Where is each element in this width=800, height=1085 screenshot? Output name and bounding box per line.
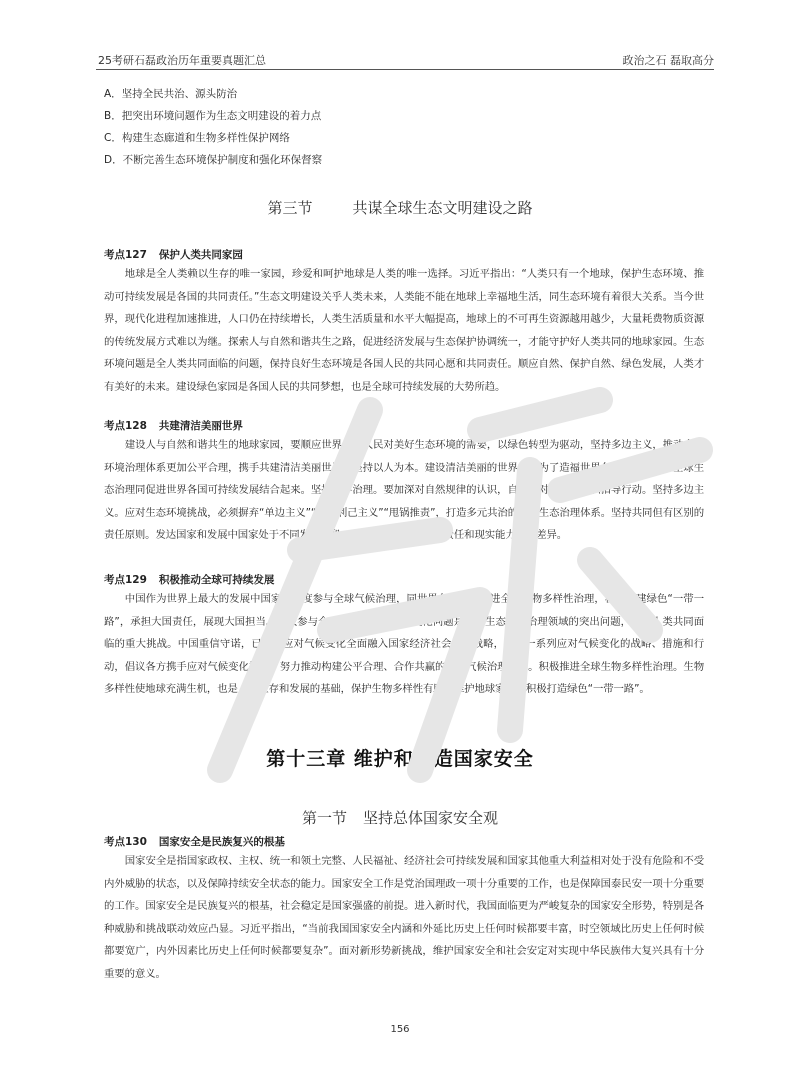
kaodian-127-number: 考点127 (104, 249, 147, 261)
option-c: C．构建生态廊道和生物多样性保护网络 (104, 132, 290, 144)
section-1-heading: 坚持总体国家安全观 (363, 809, 499, 827)
kaodian-130-heading (104, 834, 285, 849)
page-header (96, 47, 714, 70)
option-b: B．把突出环境问题作为生态文明建设的着力点 (104, 110, 322, 122)
answer-options (104, 83, 322, 171)
kaodian-128-title: 共建清洁美丽世界 (158, 420, 243, 432)
kaodian-130-title: 国家安全是民族复兴的根基 (158, 836, 285, 848)
option-a: A．坚持全民共治、源头防治 (104, 88, 238, 100)
section-3-label: 第三节 (267, 199, 313, 217)
option-d: D．不断完善生态环境保护制度和强化环保督察 (104, 154, 323, 166)
kaodian-128-heading (104, 418, 243, 433)
kaodian-129-title: 积极推动全球可持续发展 (158, 574, 275, 586)
chapter-13-title: 第十三章 维护和塑造国家安全 (266, 748, 534, 770)
kaodian-129-number: 考点129 (104, 574, 147, 586)
kaodian-129-heading (104, 572, 274, 587)
kaodian-129-paragraph: 中国作为世界上最大的发展中国家，深度参与全球气候治理，同世界各国共同推进全球生物多样性治理，积极共建绿色“一带一路”，承担大国责任，展现大国担当。积极参与全球气候治理。气候变化问题是全球生态环境治理领域的突出问题，是全人类共同面临的重大挑战。中国重信守诺，已经将应对气候变化全面融入国家经济社会发展战略，实施一系列应对气候变化的战略、措施和行动，倡议各方携手应对气候变化挑战，努力推动构建公平合理、合作共赢的全球气候治理体系。积极推进全球生物多样性治理。生物多样性使地球充满生机，也是人类生存和发展的基础，保护生物多样性有助于维护地球家园。积极打造绿色“一带一路”。 (104, 593, 704, 695)
kaodian-127-heading (104, 247, 243, 262)
section-3-title (0, 197, 800, 218)
kaodian-128-number: 考点128 (104, 420, 147, 432)
page-number: 156 (390, 1024, 410, 1035)
section-1-title (0, 807, 800, 828)
header-slogan: 政治之石 磊取高分 (622, 54, 714, 67)
section-3-heading: 共谋全球生态文明建设之路 (352, 199, 533, 217)
kaodian-127-paragraph: 地球是全人类赖以生存的唯一家园，珍爱和呵护地球是人类的唯一选择。习近平指出：“人类只有一个地球，保护生态环境、推动可持续发展是各国的共同责任。”生态文明建设关乎人类未来，人类能不能在地球上幸福地生活，同生态环境有着很大关系。当今世界，现代化进程加速推进，人口仍在持续增长，人类生活质量和水平大幅提高，地球上的不可再生资源越用越少，大量耗费物质资源的传统发展方式难以为继。探索人与自然和谐共生之路，促进经济发展与生态保护协调统一，才能守护好人类共同的地球家园。生态环境问题是全人类共同面临的问题，保持良好生态环境是各国人民的共同心愿和共同责任。顺应自然、保护自然、绿色发展，人类才有美好的未来。建设绿色家园是各国人民的共同梦想，也是全球可持续发展的大势所趋。 (104, 268, 704, 393)
header-book-title: 25考研石磊政治历年重要真题汇总 (98, 54, 266, 67)
section-1-label: 第一节 (301, 809, 347, 827)
kaodian-130-number: 考点130 (104, 836, 147, 848)
kaodian-130-paragraph: 国家安全是指国家政权、主权、统一和领土完整、人民福祉、经济社会可持续发展和国家其他重大利益相对处于没有危险和不受内外威胁的状态，以及保障持续安全状态的能力。国家安全工作是党治国理政一项十分重要的工作，也是保障国泰民安一项十分重要的工作。国家安全是民族复兴的根基，社会稳定是国家强盛的前提。进入新时代，我国面临更为严峻复杂的国家安全形势，特别是各种威胁和挑战联动效应凸显。习近平指出，“当前我国国家安全内涵和外延比历史上任何时候都要丰富，时空领域比历史上任何时候都要宽广，内外因素比历史上任何时候都要复杂”。面对新形势新挑战，维护国家安全和社会安定对实现中华民族伟大复兴具有十分重要的意义。 (104, 855, 704, 980)
kaodian-127-title: 保护人类共同家园 (158, 249, 243, 261)
kaodian-128-paragraph: 建设人与自然和谐共生的地球家园，要顺应世界各国人民对美好生态环境的需要，以绿色转型为驱动，坚持多边主义，推动全球环境治理体系更加公平合理，携手共建清洁美丽世界。坚持以人为本。建设清洁美丽的世界，是为了造福世界各国人民。要把全球生态治理同促进世界各国可持续发展结合起来。坚持科学治理。要加深对自然规律的认识，自觉以对规律的认识指导行动。坚持多边主义。应对生态环境挑战，必须摒弃“单边主义”“极端利己主义”“甩锅推责”，打造多元共治的全球生态治理体系。坚持共同但有区别的责任原则。发达国家和发展中国家处于不同发展阶段，在环境问题上的历史责任和现实能力存在差异。 (104, 439, 704, 541)
